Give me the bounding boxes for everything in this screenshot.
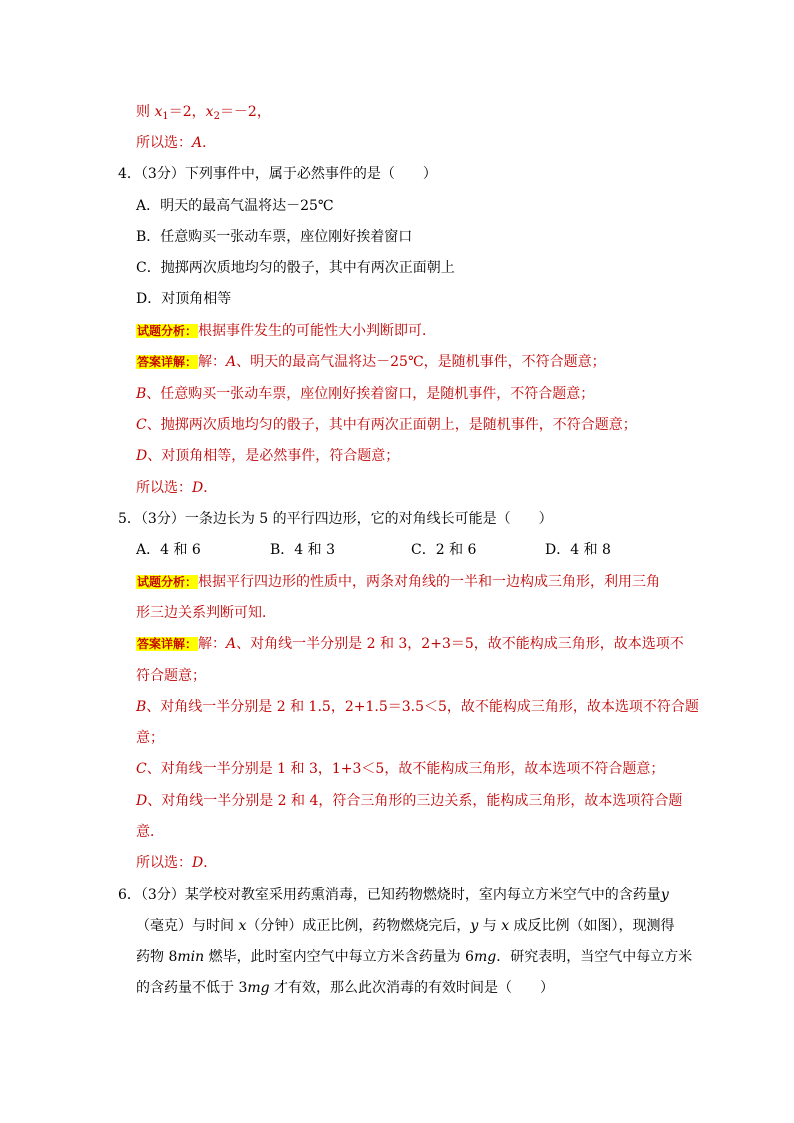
q5-analysis-cont: 形三边关系判断可知．	[136, 605, 276, 621]
q4-answer-c: C、抛掷两次质地均匀的骰子，其中有两次正面朝上，是随机事件，不符合题意；	[136, 417, 637, 433]
q5-answer-d-cont: 意．	[136, 824, 164, 840]
q4-option-d: D．对顶角相等	[136, 291, 232, 307]
analysis-label: 试题分析：	[137, 324, 198, 338]
q5-answer-b-cont: 意；	[136, 730, 164, 746]
q5-option-d: D．4 和 8	[545, 542, 611, 558]
q6-stem-line-4: 的含药量不低于 3mg 才有效，那么此次消毒的有效时间是（ ）	[136, 980, 555, 996]
q5-answer-b: B、对角线一半分别是 2 和 1.5，2+1.5＝3.5＜5，故不能构成三角形，故本选项不符合题	[136, 699, 699, 715]
prev-conclusion: 所以选：A．	[136, 135, 217, 151]
q5-answer-a: 答案详解：解：A、对角线一半分别是 2 和 3，2+3＝5，故不能构成三角形，故本选项不	[137, 636, 684, 652]
q5-stem: 5．（3分）一条边长为 5 的平行四边形，它的对角线长可能是（ ）	[118, 511, 553, 527]
q6-stem-line-3: 药物 8min 燃毕，此时室内空气中每立方米含药量为 6mg．研究表明，当空气中每立方米	[136, 949, 693, 965]
q4-stem: 4．（3分）下列事件中，属于必然事件的是（ ）	[118, 166, 437, 182]
q5-answer-c: C、对角线一半分别是 1 和 3，1+3＜5，故不能构成三角形，故本选项不符合题意；	[136, 761, 665, 777]
q4-option-a: A．明天的最高气温将达－25℃	[136, 198, 334, 214]
analysis-label: 试题分析：	[137, 575, 198, 589]
q5-answer-a-cont: 符合题意；	[136, 668, 206, 684]
q4-conclusion: 所以选：D．	[136, 480, 218, 496]
q6-stem-line-2: （毫克）与时间 x（分钟）成正比例，药物燃烧完后，y 与 x 成反比例（如图），现测得	[136, 918, 675, 934]
q4-option-b: B．任意购买一张动车票，座位刚好挨着窗口	[136, 229, 413, 245]
q4-answer-d: D、对顶角相等，是必然事件，符合题意；	[136, 448, 400, 464]
q4-answer-a: 答案详解：解：A、明天的最高气温将达－25℃，是随机事件，不符合题意；	[137, 354, 606, 370]
q4-option-c: C．抛掷两次质地均匀的骰子，其中有两次正面朝上	[136, 260, 455, 276]
q4-analysis: 试题分析：根据事件发生的可能性大小判断即可．	[137, 323, 437, 339]
q5-conclusion: 所以选：D．	[136, 855, 218, 871]
q5-answer-d: D、对角线一半分别是 2 和 4，符合三角形的三边关系，能构成三角形，故本选项符合题	[136, 793, 683, 809]
q5-option-c: C．2 和 6	[411, 542, 477, 558]
q4-answer-b: B、任意购买一张动车票，座位刚好挨着窗口，是随机事件，不符合题意；	[136, 386, 595, 402]
answer-label: 答案详解：	[137, 355, 198, 369]
answer-label: 答案详解：	[137, 637, 198, 651]
q5-option-b: B．4 和 3	[270, 542, 336, 558]
q6-stem-line-1: 6．（3分）某学校对教室采用药熏消毒，已知药物燃烧时，室内每立方米空气中的含药量y	[118, 887, 669, 903]
q5-option-a: A．4 和 6	[136, 542, 201, 558]
q5-analysis: 试题分析：根据平行四边形的性质中，两条对角线的一半和一边构成三角形，利用三角	[137, 574, 661, 590]
prev-solution-roots: 则 $x_1=2$，$x_2=-2$，	[136, 104, 271, 122]
